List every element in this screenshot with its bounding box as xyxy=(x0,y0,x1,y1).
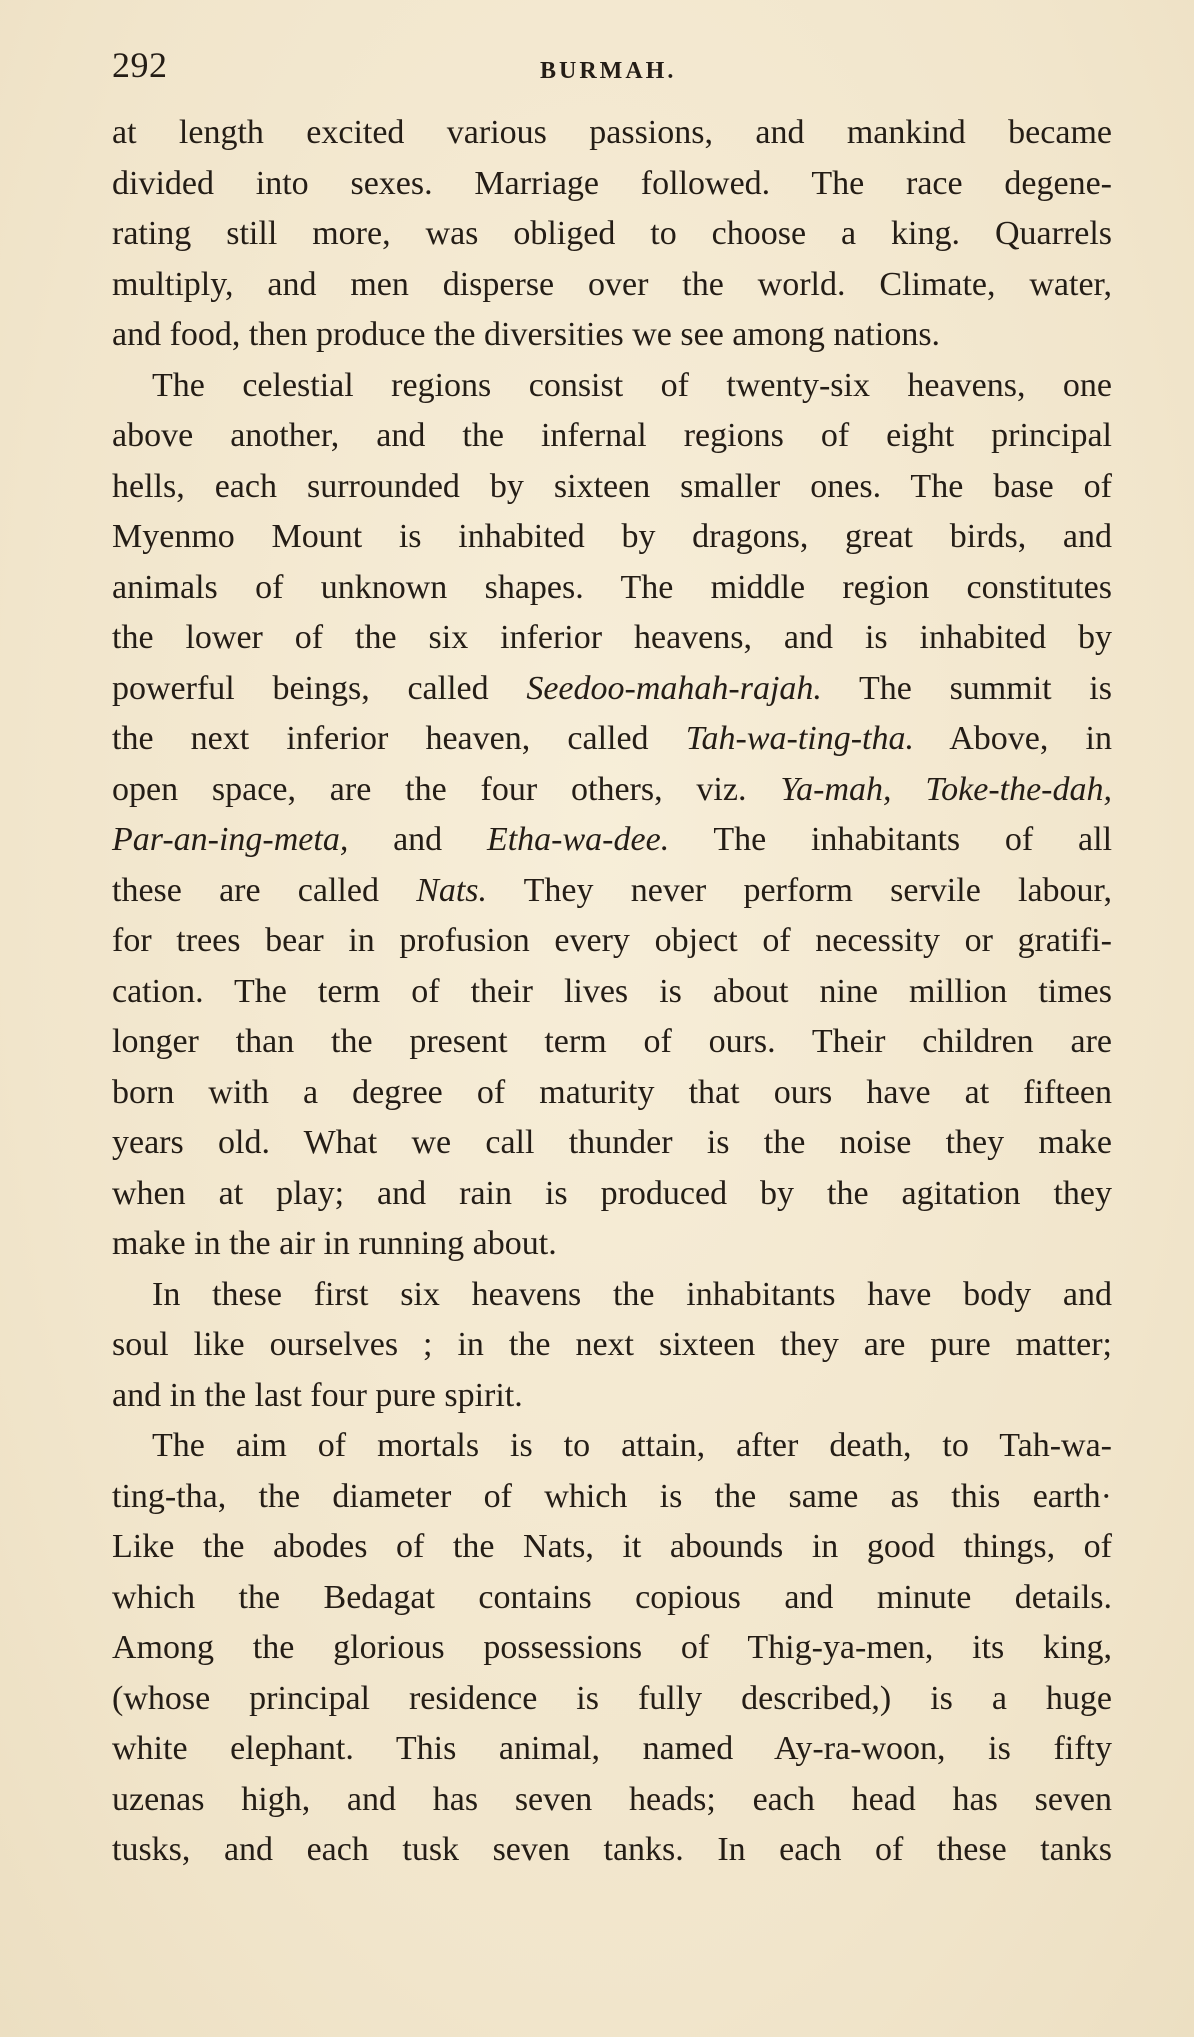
text-line xyxy=(112,1371,1112,1422)
text-line xyxy=(112,462,1112,513)
text-line xyxy=(112,1118,1112,1169)
text-line xyxy=(112,866,1112,917)
italic-text: Nats. xyxy=(416,871,488,909)
text-line xyxy=(112,1724,1112,1775)
text-segment: and xyxy=(348,821,487,858)
page-number: 292 xyxy=(112,45,168,85)
text-line xyxy=(112,1421,1112,1472)
italic-text: Seedoo-mahah-rajah. xyxy=(526,669,822,707)
text-line xyxy=(112,1623,1112,1674)
text-segment: The celestial regions consist of twenty-six heavens, one xyxy=(152,366,1112,404)
text-line xyxy=(112,1068,1112,1119)
text-segment: In these first six heavens the inhabitants have body and xyxy=(152,1275,1112,1313)
text-segment: divided into sexes. Marriage followed. The race degene- xyxy=(112,164,1112,202)
text-segment: Myenmo Mount is inhabited by dragons, great birds, and xyxy=(112,518,1112,555)
italic-text: Tah-wa-ting-tha. xyxy=(685,720,914,757)
text-line xyxy=(112,1169,1112,1220)
text-segment: open space, are the four others, viz. xyxy=(112,770,781,808)
text-segment: ting-tha, the diameter of which is the same as this earth· xyxy=(112,1477,1112,1515)
text-line xyxy=(112,1320,1112,1371)
italic-text: Ya-mah, xyxy=(780,770,892,808)
italic-text: Etha-wa-dee. xyxy=(486,821,670,858)
text-line xyxy=(112,209,1112,260)
text-segment: the next inferior heaven, called xyxy=(112,720,686,757)
text-line xyxy=(112,765,1112,816)
text-segment: which the Bedagat contains copious and minute details. xyxy=(112,1578,1112,1616)
text-segment xyxy=(892,771,926,808)
text-line xyxy=(112,1522,1112,1573)
text-segment: powerful beings, called xyxy=(112,669,527,707)
text-line xyxy=(112,411,1112,462)
text-segment: Like the abodes of the Nats, it abounds in good things, of xyxy=(112,1528,1112,1565)
italic-text: Par-an-ing-meta, xyxy=(112,821,349,858)
italic-text: Toke-the-dah, xyxy=(925,770,1112,808)
text-line xyxy=(112,916,1112,967)
page-header xyxy=(112,44,1112,104)
text-segment: Above, in xyxy=(913,720,1112,757)
body-text xyxy=(112,108,1112,1876)
text-line xyxy=(112,159,1112,210)
text-segment: The inhabitants of all xyxy=(669,821,1113,858)
text-segment: tusks, and each tusk seven tanks. In each of these tanks xyxy=(112,1831,1112,1868)
text-line xyxy=(112,613,1112,664)
text-line xyxy=(112,1472,1112,1523)
text-segment: rating still more, was obliged to choose a king. Quarrels xyxy=(112,215,1112,252)
text-segment: at length excited various passions, and mankind became xyxy=(112,114,1112,151)
text-line xyxy=(112,512,1112,563)
text-line xyxy=(112,1573,1112,1624)
text-segment: The summit is xyxy=(821,669,1112,707)
text-line xyxy=(112,1674,1112,1725)
text-line xyxy=(112,260,1112,311)
text-line xyxy=(112,1775,1112,1826)
running-head: BURMAH. xyxy=(540,58,677,84)
text-segment: and in the last four pure spirit. xyxy=(112,1376,523,1414)
text-segment: white elephant. This animal, named Ay-ra-woon, is fifty xyxy=(112,1730,1112,1767)
text-segment: years old. What we call thunder is the noise they make xyxy=(112,1124,1112,1161)
text-segment: for trees bear in profusion every object of necessity or gratifi- xyxy=(112,922,1112,959)
text-segment: and food, then produce the diversities we see among nations. xyxy=(112,316,941,353)
text-line xyxy=(112,1825,1112,1876)
text-segment: animals of unknown shapes. The middle region constitutes xyxy=(112,568,1112,606)
text-line xyxy=(112,1017,1112,1068)
text-line xyxy=(112,815,1112,866)
text-line xyxy=(112,563,1112,614)
text-segment: They never perform servile labour, xyxy=(487,871,1112,909)
text-segment: hells, each surrounded by sixteen smaller ones. The base of xyxy=(112,467,1112,505)
text-line xyxy=(112,108,1112,159)
text-line xyxy=(112,361,1112,412)
text-segment: Among the glorious possessions of Thig-ya-men, its king, xyxy=(112,1629,1112,1666)
text-segment: (whose principal residence is fully described,) is a huge xyxy=(112,1679,1112,1717)
text-line xyxy=(112,714,1112,765)
text-segment: when at play; and rain is produced by the agitation they xyxy=(112,1174,1112,1212)
text-segment: these are called xyxy=(112,871,417,909)
text-segment: make in the air in running about. xyxy=(112,1225,557,1262)
text-line xyxy=(112,1270,1112,1321)
text-segment: longer than the present term of ours. Their children are xyxy=(112,1023,1112,1060)
text-line xyxy=(112,967,1112,1018)
text-segment: above another, and the infernal regions of eight principal xyxy=(112,417,1112,454)
text-segment: soul like ourselves ; in the next sixteen they are pure matter; xyxy=(112,1326,1112,1363)
text-segment: cation. The term of their lives is about nine million times xyxy=(112,972,1112,1010)
text-line xyxy=(112,664,1112,715)
text-segment: the lower of the six inferior heavens, and is inhabited by xyxy=(112,619,1112,656)
text-line xyxy=(112,310,1112,361)
text-segment: multiply, and men disperse over the world. Climate, water, xyxy=(112,265,1112,303)
text-segment: uzenas high, and has seven heads; each head has seven xyxy=(112,1780,1112,1818)
text-segment: The aim of mortals is to attain, after death, to Tah-wa- xyxy=(152,1427,1112,1464)
text-segment: born with a degree of maturity that ours have at fifteen xyxy=(112,1073,1112,1111)
text-line xyxy=(112,1219,1112,1270)
